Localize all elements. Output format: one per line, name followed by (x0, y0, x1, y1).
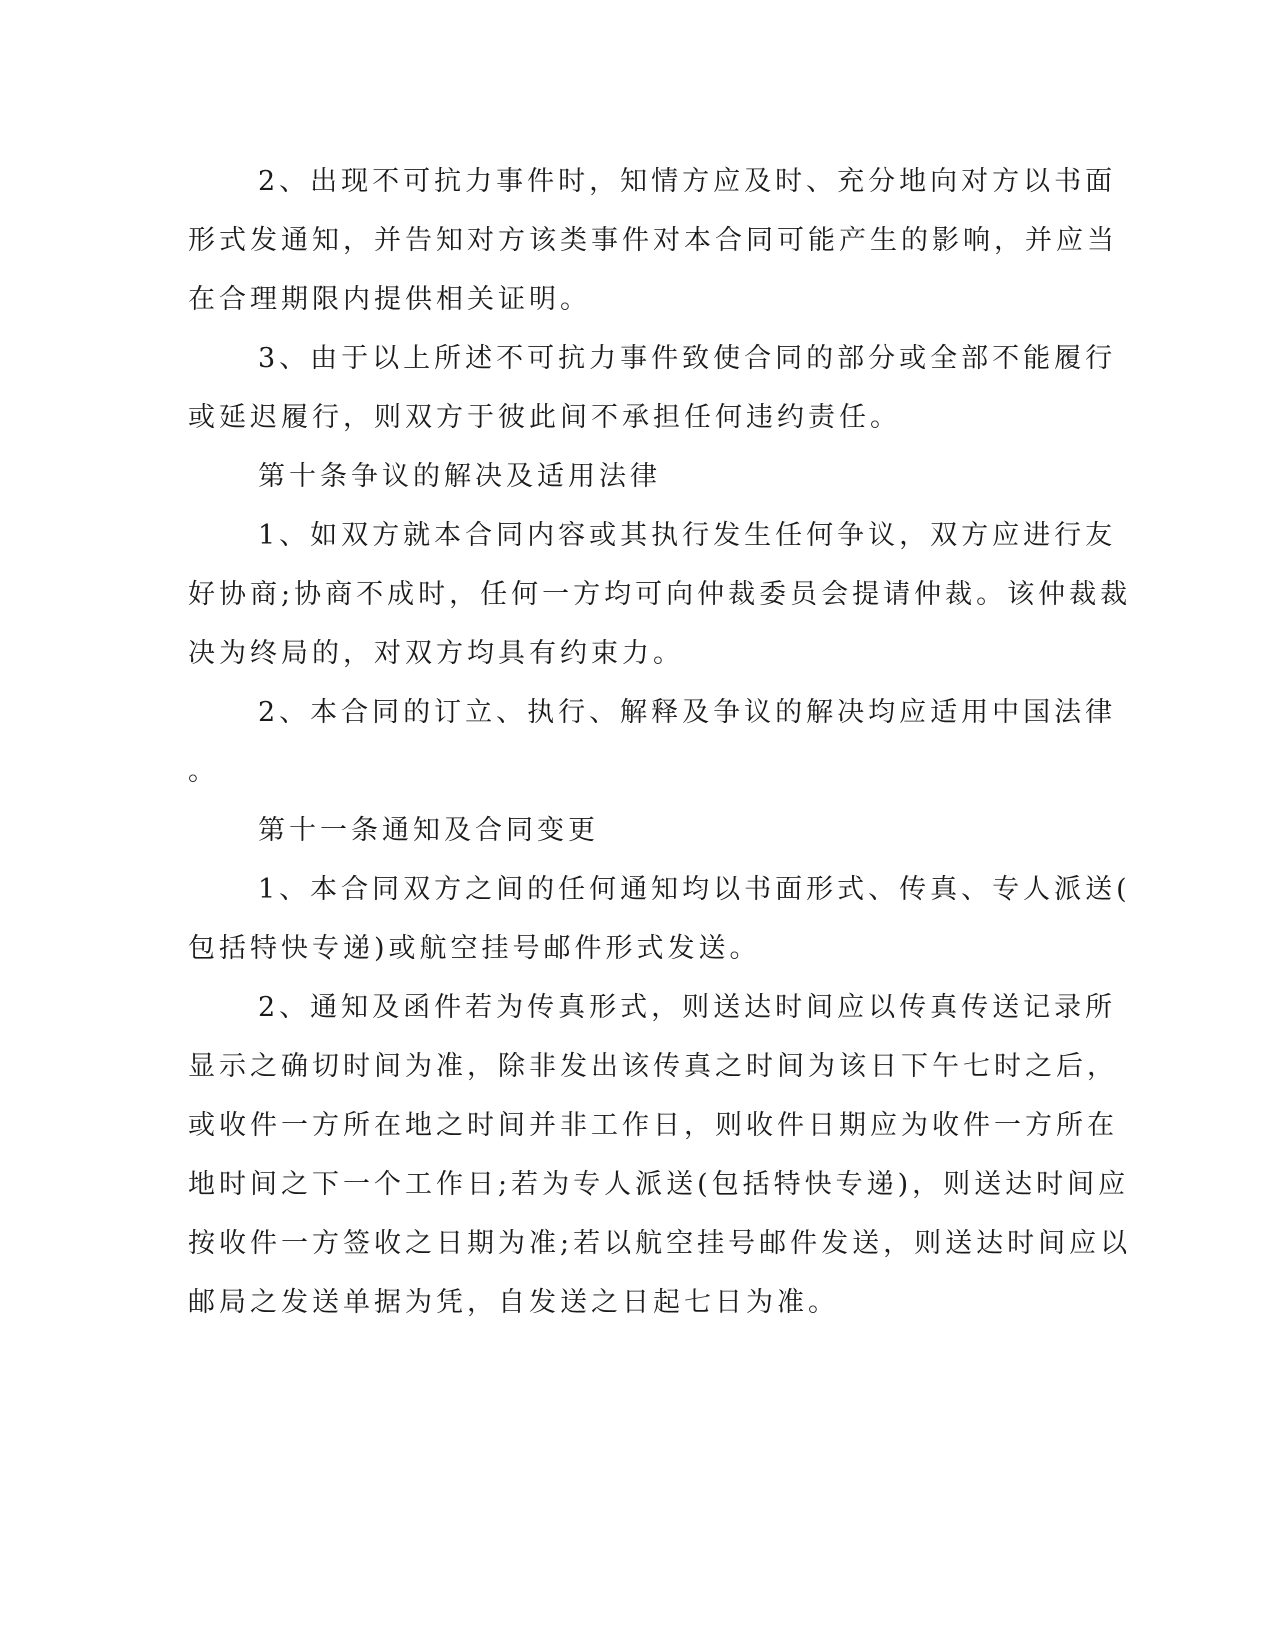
paragraph-line: 按收件一方签收之日期为准;若以航空挂号邮件发送，则送达时间应以 (188, 1228, 1132, 1259)
paragraph-line: 决为终局的，对双方均具有约束力。 (188, 638, 684, 669)
paragraph-line: 显示之确切时间为准，除非发出该传真之时间为该日下午七时之后， (188, 1051, 1118, 1082)
paragraph-line: 地时间之下一个工作日;若为专人派送(包括特快专递)，则送达时间应 (188, 1169, 1130, 1200)
paragraph-line: 2、出现不可抗力事件时，知情方应及时、充分地向对方以书面 (258, 166, 1117, 197)
paragraph-line: 邮局之发送单据为凭，自发送之日起七日为准。 (188, 1287, 839, 1318)
section-heading: 第十条争议的解决及适用法律 (258, 461, 661, 492)
section-heading: 第十一条通知及合同变更 (258, 815, 599, 846)
paragraph-line: 1、本合同双方之间的任何通知均以书面形式、传真、专人派送( (258, 874, 1131, 905)
paragraph-line: 。 (188, 756, 219, 787)
paragraph-line: 或延迟履行，则双方于彼此间不承担任何违约责任。 (188, 402, 901, 433)
paragraph-line: 3、由于以上所述不可抗力事件致使合同的部分或全部不能履行 (258, 343, 1117, 374)
paragraph-line: 包括特快专递)或航空挂号邮件形式发送。 (188, 933, 761, 964)
paragraph-line: 2、本合同的订立、执行、解释及争议的解决均应适用中国法律 (258, 697, 1117, 728)
paragraph-line: 2、通知及函件若为传真形式，则送达时间应以传真传送记录所 (258, 992, 1117, 1023)
paragraph-line: 或收件一方所在地之时间并非工作日，则收件日期应为收件一方所在 (188, 1110, 1118, 1141)
paragraph-line: 1、如双方就本合同内容或其执行发生任何争议，双方应进行友 (258, 520, 1117, 551)
paragraph-line: 形式发通知，并告知对方该类事件对本合同可能产生的影响，并应当 (188, 225, 1118, 256)
paragraph-line: 好协商;协商不成时，任何一方均可向仲裁委员会提请仲裁。该仲裁裁 (188, 579, 1132, 610)
paragraph-line: 在合理期限内提供相关证明。 (188, 284, 591, 315)
